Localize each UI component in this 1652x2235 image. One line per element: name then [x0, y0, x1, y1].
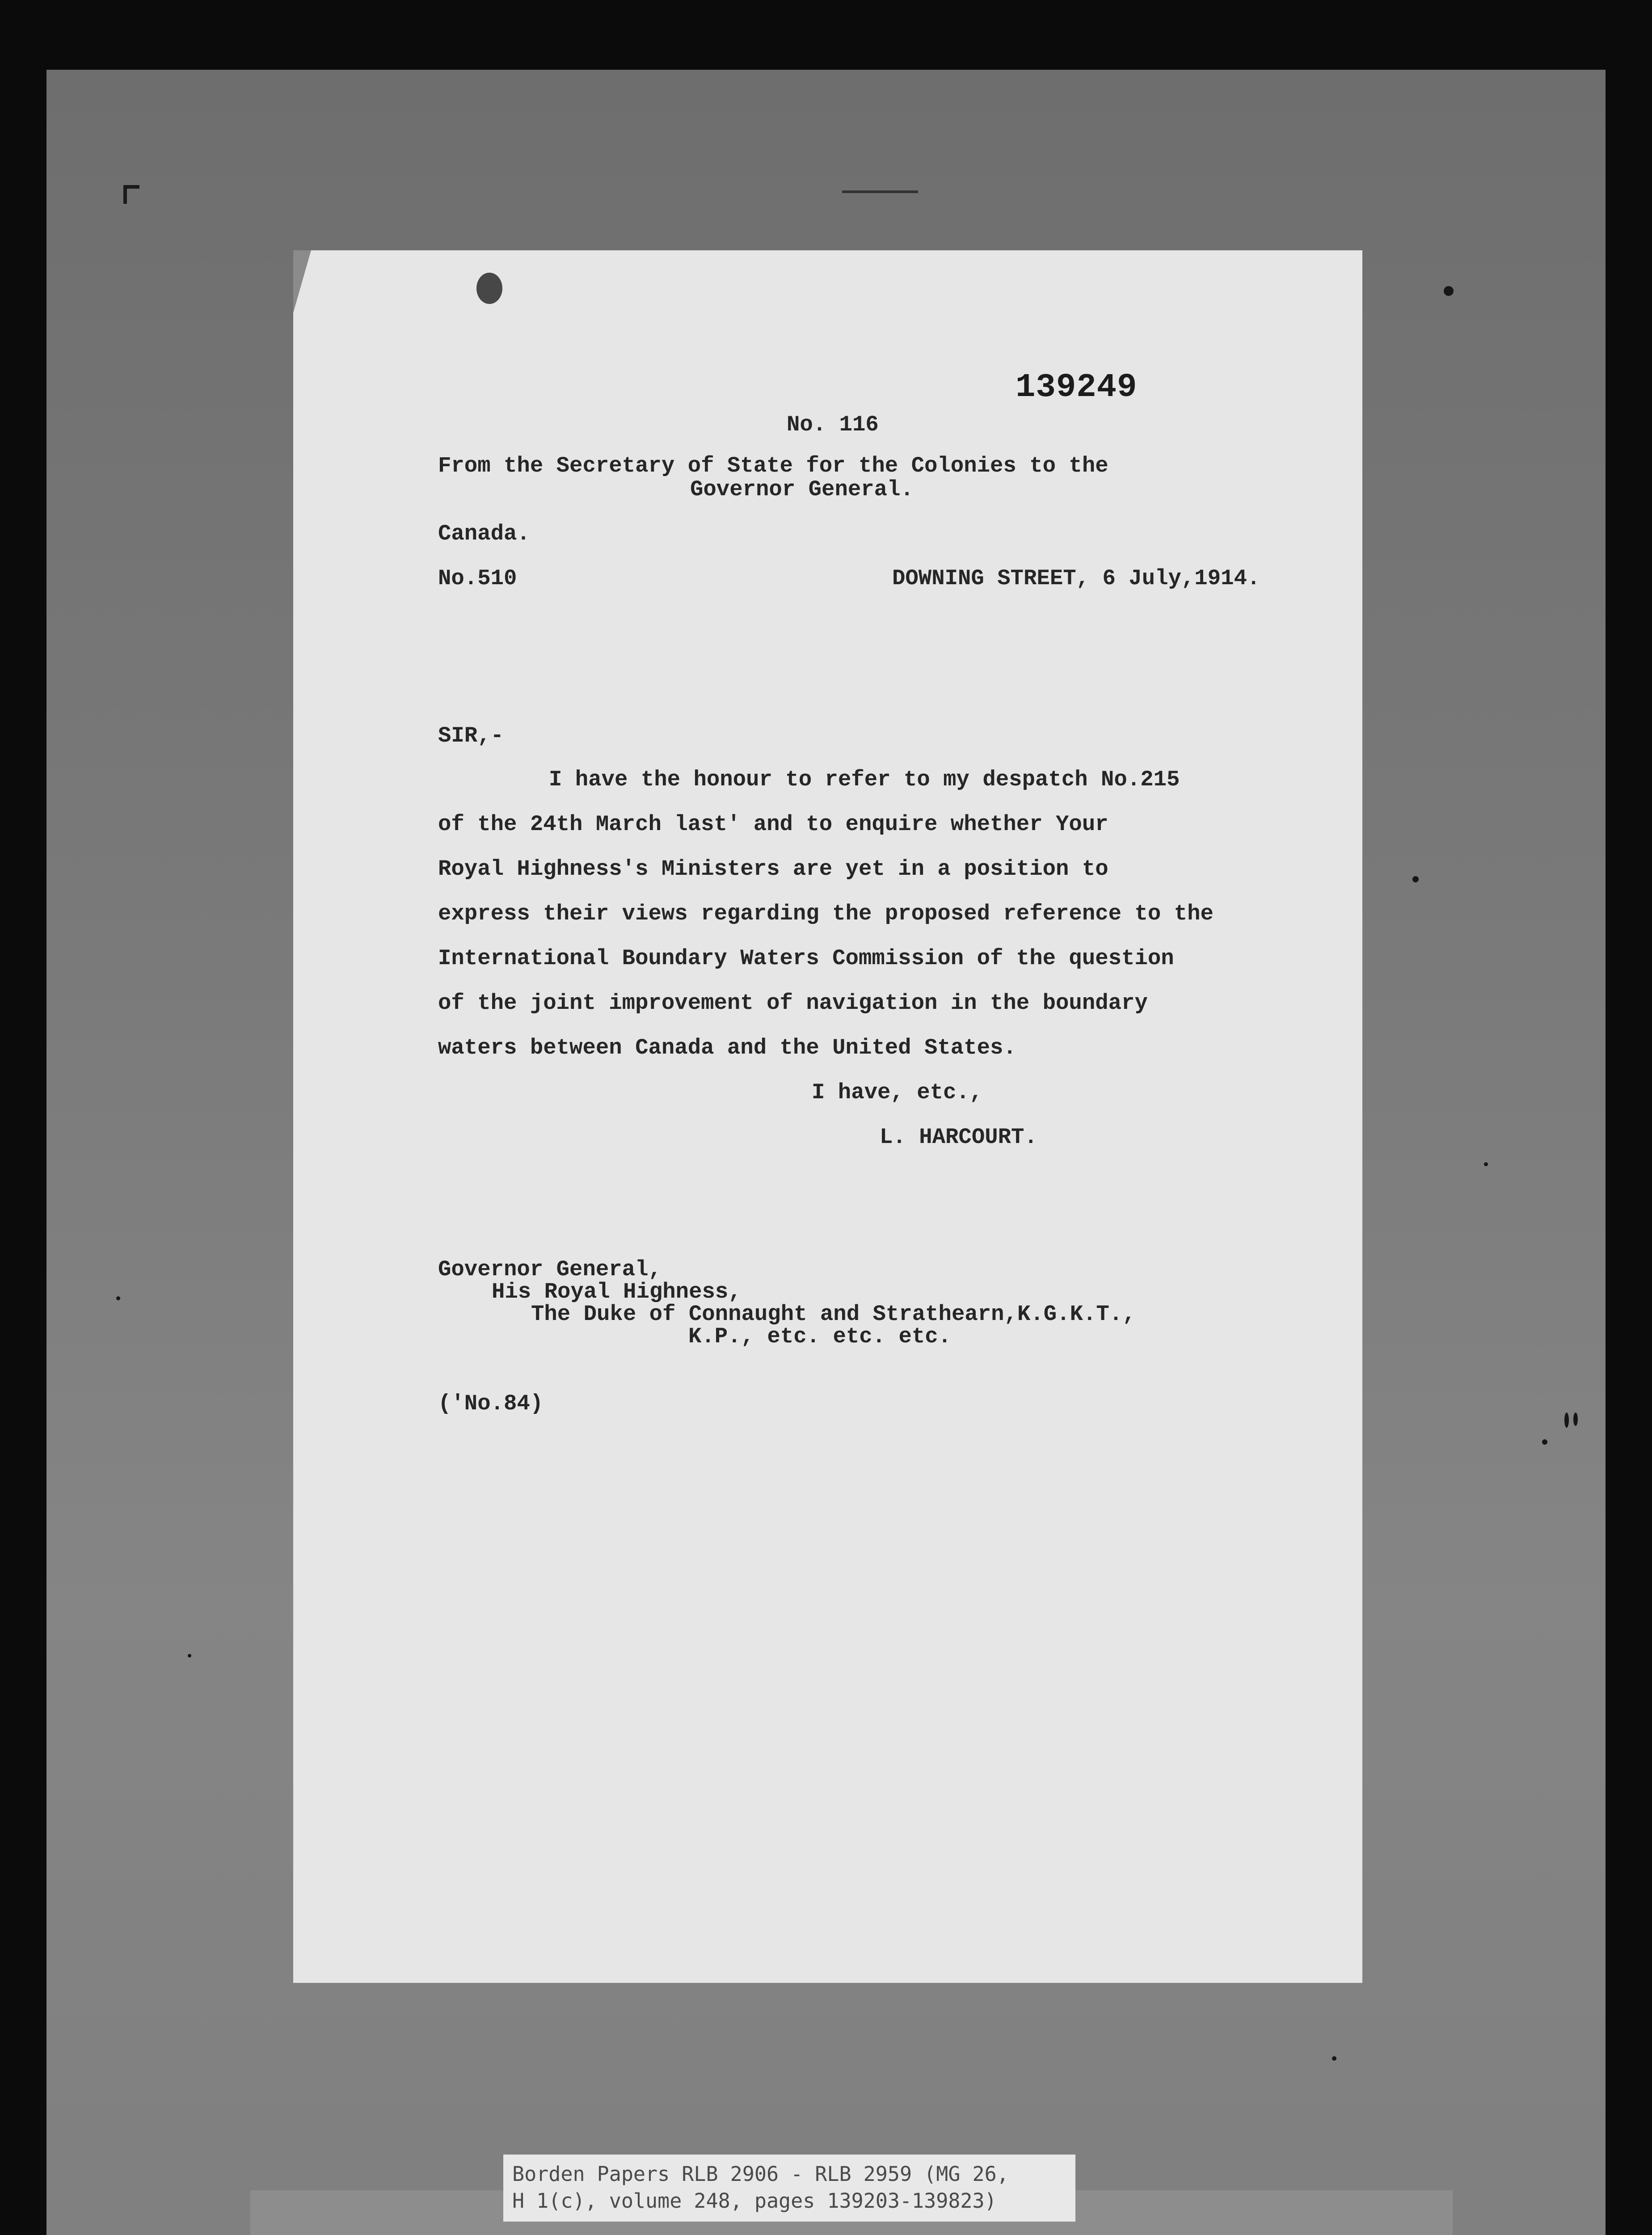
dust-speck: [1542, 1439, 1547, 1445]
body-line: of the 24th March last' and to enquire whether Your: [438, 812, 1108, 837]
body-line: of the joint improvement of navigation in the boundary: [438, 991, 1148, 1016]
from-line-1: From the Secretary of State for the Colonies to the: [438, 453, 1108, 478]
country-line: Canada.: [438, 521, 530, 546]
body-line: International Boundary Waters Commission of the question: [438, 946, 1174, 971]
dust-speck: [1573, 1413, 1578, 1426]
dust-speck: [1412, 876, 1419, 882]
signature: L. HARCOURT.: [880, 1125, 1037, 1150]
dust-speck: [1444, 286, 1454, 296]
body-line: Royal Highness's Ministers are yet in a position to: [438, 856, 1108, 881]
heading-number: No. 116: [787, 412, 879, 437]
reference-line-1: Borden Papers RLB 2906 - RLB 2959 (MG 26,: [512, 2162, 1009, 2186]
addressee-line: K.P., etc. etc. etc.: [688, 1324, 952, 1349]
folded-corner: [293, 250, 311, 313]
dust-speck: [188, 1654, 191, 1657]
corner-crop-mark: [123, 185, 139, 204]
from-line-2: Governor General.: [690, 477, 914, 502]
body-line: waters between Canada and the United States.: [438, 1035, 1016, 1060]
addressee-line: The Duke of Connaught and Strathearn,K.G.K.T.,: [531, 1302, 1136, 1327]
despatch-number: No.510: [438, 566, 517, 591]
salutation: SIR,-: [438, 723, 504, 748]
dust-speck: [1332, 2056, 1336, 2061]
body-line: express their views regarding the proposed reference to the: [438, 901, 1214, 926]
dust-speck: [1564, 1413, 1569, 1428]
closing: I have, etc.,: [812, 1080, 983, 1105]
addressee-line: Governor General,: [438, 1257, 662, 1282]
reference-label: [503, 2155, 1075, 2222]
registration-mark: [842, 190, 918, 193]
despatch-letter: [293, 250, 1362, 1983]
reference-line-2: H 1(c), volume 248, pages 139203-139823): [512, 2189, 997, 2213]
dust-speck: [1484, 1162, 1488, 1166]
punch-hole: [476, 273, 502, 304]
addressee-line: His Royal Highness,: [492, 1279, 742, 1304]
footnote: ('No.84): [438, 1391, 544, 1416]
dust-speck: [116, 1296, 120, 1300]
body-line: I have the honour to refer to my despatch No.215: [549, 767, 1180, 792]
place-and-date: DOWNING STREET, 6 July,1914.: [892, 566, 1260, 591]
page-stamp-number: 139249: [1016, 369, 1138, 406]
